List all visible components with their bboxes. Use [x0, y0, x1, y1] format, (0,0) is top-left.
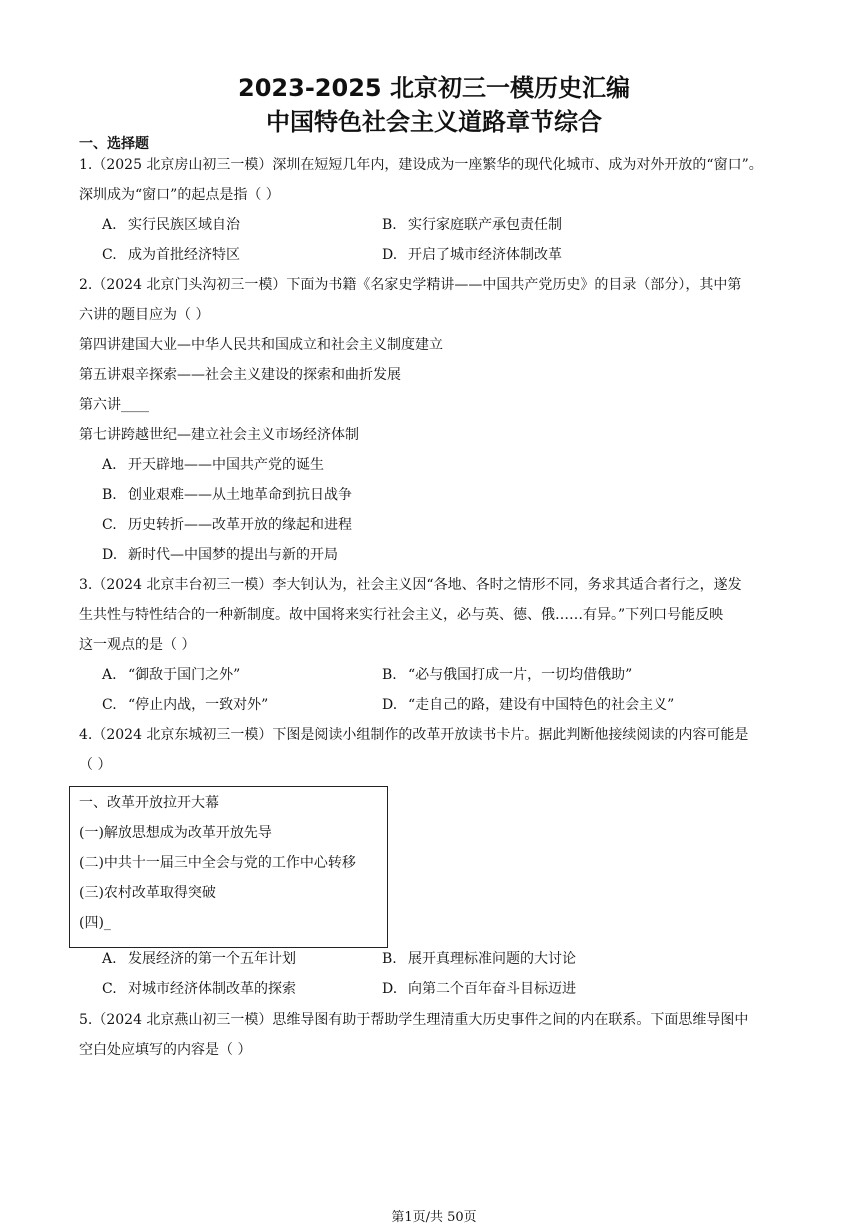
option-letter: A.: [102, 667, 117, 683]
card-line: (三)农村改革取得突破: [79, 885, 216, 901]
option-letter: B.: [382, 217, 397, 233]
option-text: 创业艰难——从土地革命到抗日战争: [128, 487, 352, 503]
question-4-option-b: [382, 950, 576, 968]
card-line: (二)中共十一届三中全会与党的工作中心转移: [79, 855, 356, 871]
option-text: 开天辟地——中国共产党的诞生: [128, 457, 324, 473]
option-text: “必与俄国打成一片，一切均借俄助”: [408, 667, 633, 683]
page-number: 第1页/共 50页: [391, 1210, 477, 1225]
question-4-option-a: [102, 950, 296, 968]
option-text: 实行家庭联产承包责任制: [408, 217, 562, 233]
question-1-option-b: [382, 216, 562, 234]
question-2-stem-line-1: 2.（2024 北京门头沟初三一模）下面为书籍《名家史学精讲——中国共产党历史》的目录（部分），其中第: [79, 277, 742, 293]
option-text: 实行民族区域自治: [128, 217, 240, 233]
option-text: 开启了城市经济体制改革: [408, 247, 562, 263]
question-4-stem-line-1: 4.（2024 北京东城初三一模）下图是阅读小组制作的改革开放读书卡片。据此判断他接续阅读的内容可能是: [79, 727, 749, 743]
option-letter: D.: [382, 697, 398, 713]
card-line: (四)_: [79, 915, 111, 931]
question-3-option-d: [382, 696, 674, 714]
option-text: 向第二个百年奋斗目标迈进: [408, 981, 576, 997]
toc-entry: 第七讲跨越世纪—建立社会主义市场经济体制: [79, 427, 359, 443]
option-text: “御敌于国门之外”: [128, 667, 241, 683]
question-4-option-c: [102, 980, 296, 998]
option-text: 对城市经济体制改革的探索: [128, 981, 296, 997]
question-2-option-c: [102, 516, 352, 534]
question-3-stem-line-3: 这一观点的是（ ）: [79, 637, 196, 653]
option-letter: C.: [102, 697, 117, 713]
question-4-option-d: [382, 980, 576, 998]
option-letter: B.: [382, 667, 397, 683]
section-heading: 一、选择题: [79, 136, 149, 152]
option-letter: D.: [382, 247, 398, 263]
question-3-stem-line-2: 生共性与特性结合的一种新制度。故中国将来实行社会主义，必与英、德、俄……有异。”下列口号能反映: [79, 607, 724, 623]
question-5-stem-line-1: 5.（2024 北京燕山初三一模）思维导图有助于帮助学生理清重大历史事件之间的内在联系。下面思维导图中: [79, 1012, 749, 1028]
question-1-stem-line-1: 1.（2025 北京房山初三一模）深圳在短短几年内，建设成为一座繁华的现代化城市、成为对外开放的“窗口”。: [79, 157, 763, 173]
option-text: “停止内战，一致对外”: [128, 697, 269, 713]
option-text: 展开真理标准问题的大讨论: [408, 951, 576, 967]
card-line: 一、改革开放拉开大幕: [79, 795, 219, 811]
option-text: 历史转折——改革开放的缘起和进程: [128, 517, 352, 533]
question-2-option-a: [102, 456, 324, 474]
question-1-option-d: [382, 246, 562, 264]
toc-entry: 第五讲艰辛探索——社会主义建设的探索和曲折发展: [79, 367, 401, 383]
question-2-option-d: [102, 546, 338, 564]
question-3-option-a: [102, 666, 240, 684]
option-letter: D.: [102, 547, 118, 563]
option-letter: C.: [102, 247, 117, 263]
option-letter: B.: [102, 487, 117, 503]
option-text: 发展经济的第一个五年计划: [128, 951, 296, 967]
toc-entry: 第四讲建国大业—中华人民共和国成立和社会主义制度建立: [79, 337, 443, 353]
title-line-2: 中国特色社会主义道路章节综合: [266, 108, 602, 136]
question-3-option-b: [382, 666, 632, 684]
option-letter: D.: [382, 981, 398, 997]
reading-card: [69, 786, 388, 948]
question-1-stem-line-2: 深圳成为“窗口”的起点是指（ ）: [79, 187, 280, 203]
option-text: 成为首批经济特区: [128, 247, 240, 263]
question-5-stem-line-2: 空白处应填写的内容是（ ）: [79, 1042, 252, 1058]
card-line: (一)解放思想成为改革开放先导: [79, 825, 272, 841]
question-3-stem-line-1: 3.（2024 北京丰台初三一模）李大钊认为，社会主义因“各地、各时之情形不同，务求其适合者行之，遂发: [79, 577, 742, 593]
question-2-stem-line-2: 六讲的题目应为（ ）: [79, 307, 210, 323]
question-4-stem-line-2: （ ）: [79, 757, 112, 773]
question-1-option-c: [102, 246, 240, 264]
question-1-option-a: [102, 216, 240, 234]
option-text: “走自己的路，建设有中国特色的社会主义”: [408, 697, 675, 713]
option-letter: C.: [102, 981, 117, 997]
toc-entry: 第六讲____: [79, 397, 149, 413]
option-letter: C.: [102, 517, 117, 533]
question-3-option-c: [102, 696, 268, 714]
option-letter: B.: [382, 951, 397, 967]
question-2-option-b: [102, 486, 352, 504]
option-letter: A.: [102, 217, 117, 233]
option-text: 新时代—中国梦的提出与新的开局: [128, 547, 338, 563]
option-letter: A.: [102, 951, 117, 967]
option-letter: A.: [102, 457, 117, 473]
title-line-1: 2023-2025 北京初三一模历史汇编: [238, 74, 630, 102]
